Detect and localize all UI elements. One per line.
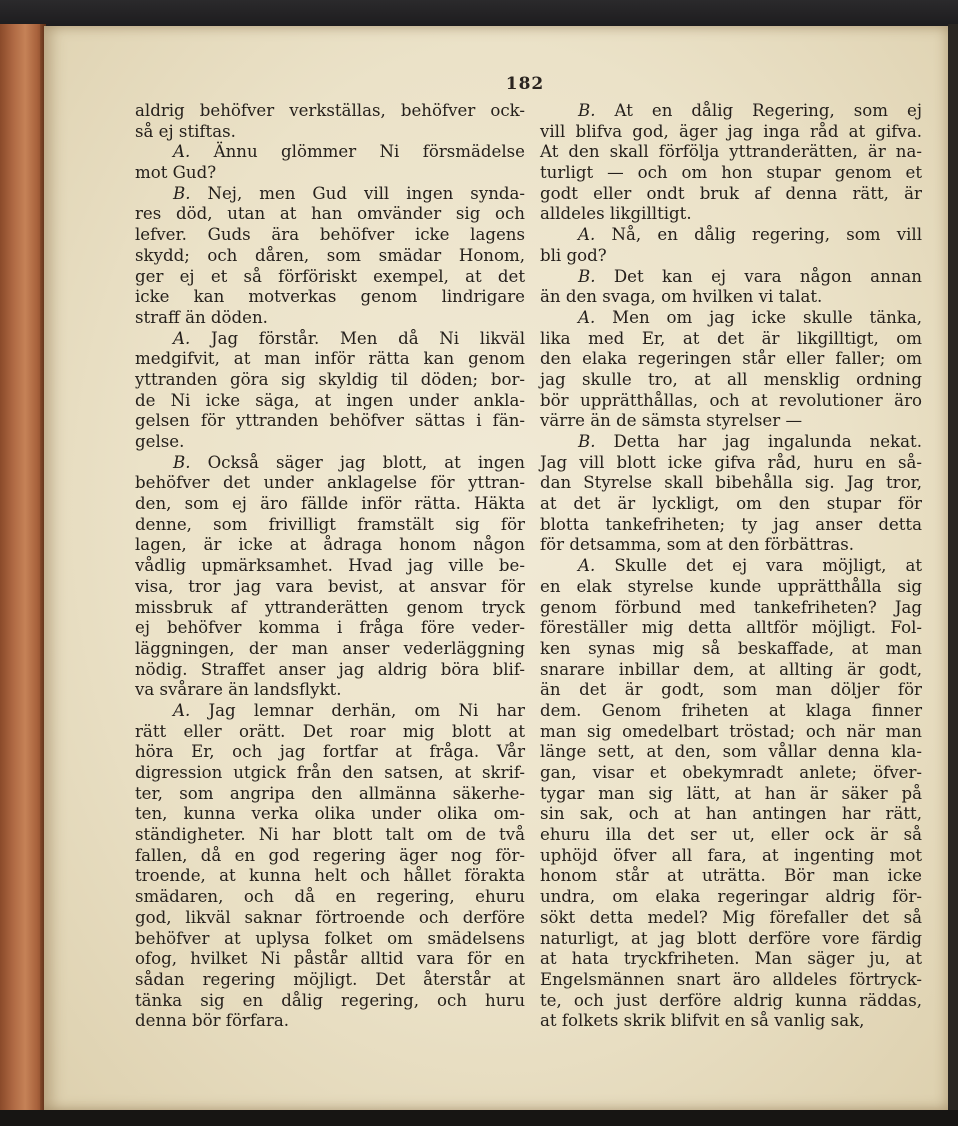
line-text: va svårare än landsflykt. xyxy=(135,680,342,700)
line-text: res död, utan at han omvänder sig och xyxy=(135,204,525,224)
line-text: genom förbund med tankefriheten? Jag xyxy=(540,597,922,617)
line-text: At en dålig Regering, som ej xyxy=(614,101,923,120)
text-line xyxy=(135,618,525,639)
line-text: Ännu glömmer Ni försmädelse xyxy=(213,142,525,162)
text-line xyxy=(540,804,922,825)
line-text: sådan regering möjligt. Det återstår at xyxy=(135,969,525,989)
text-line xyxy=(540,1011,922,1032)
text-line xyxy=(540,763,922,784)
text-line xyxy=(540,163,922,184)
text-line xyxy=(135,225,525,246)
line-text: denne, som frivilligt framstält sig för xyxy=(135,514,525,534)
line-text: medgifvit, at man inför rätta kan genom xyxy=(135,349,525,369)
text-line xyxy=(135,639,525,660)
text-line xyxy=(135,763,525,784)
text-line xyxy=(135,204,525,225)
line-text: än den svaga, om hvilken vi talat. xyxy=(540,287,823,307)
scanner-right-edge xyxy=(948,24,958,1114)
text-line xyxy=(540,722,922,743)
text-line xyxy=(540,660,922,681)
line-text: alldeles likgilltigt. xyxy=(540,204,692,224)
line-text: ehuru illa det ser ut, eller ock är så xyxy=(540,825,922,845)
line-text: lika med Er, at det är likgilltigt, om xyxy=(540,328,922,348)
line-text: smädaren, och då en regering, ehuru xyxy=(135,887,525,907)
line-text: bör upprätthållas, och at revolutioner äro xyxy=(540,390,922,410)
line-text: fallen, då en god regering äger nog för- xyxy=(135,845,525,865)
line-text: tygar man sig lätt, at han är säker på xyxy=(540,783,922,803)
line-text: lefver. Guds ära behöfver icke lagens xyxy=(135,225,525,245)
text-line xyxy=(540,204,922,225)
line-text: at folkets skrik blifvit en så vanlig sak, xyxy=(540,1011,865,1031)
text-line xyxy=(135,660,525,681)
text-line xyxy=(135,184,525,205)
text-line xyxy=(135,473,525,494)
speaker-label: A. xyxy=(173,142,191,162)
text-line xyxy=(135,287,525,308)
line-text: länge sett, at den, som vållar denna kla- xyxy=(540,742,922,762)
text-line xyxy=(135,577,525,598)
text-line xyxy=(540,267,922,288)
left-text-column xyxy=(135,101,525,1032)
text-line xyxy=(540,846,922,867)
text-line xyxy=(135,949,525,970)
line-text: bli god? xyxy=(540,245,607,265)
line-text: troende, at kunna helt och hållet förakta xyxy=(135,866,525,886)
speaker-label: A. xyxy=(578,556,596,576)
text-line xyxy=(540,515,922,536)
line-text: blotta tankefriheten; ty jag anser detta xyxy=(540,514,922,534)
line-text: så ej stiftas. xyxy=(135,121,236,141)
line-text: Jag lemnar derhän, om Ni har xyxy=(208,700,525,720)
line-text: uphöjd öfver all fara, at ingenting mot xyxy=(540,845,922,865)
line-text: sin sak, och at han antingen har rätt, xyxy=(540,804,922,824)
line-text: skydd; och dåren, som smädar Honom, xyxy=(135,245,525,265)
text-line xyxy=(135,825,525,846)
text-line xyxy=(540,391,922,412)
line-text: icke kan motverkas genom lindrigare xyxy=(135,287,525,307)
text-line xyxy=(135,453,525,474)
line-text: värre än de sämsta styrelser — xyxy=(540,411,803,431)
line-text: Engelsmännen snart äro alldeles förtryck- xyxy=(540,969,922,989)
text-line xyxy=(135,804,525,825)
line-text: mot Gud? xyxy=(135,163,217,183)
line-text: Nej, men Gud vill ingen synda- xyxy=(207,183,526,203)
text-line xyxy=(540,473,922,494)
line-text: Men om jag icke skulle tänka, xyxy=(612,307,922,327)
text-line xyxy=(540,142,922,163)
line-text: aldrig behöfver verkställas, behöfver ock- xyxy=(135,101,525,120)
text-line xyxy=(135,598,525,619)
line-text: rätt eller orätt. Det roar mig blott at xyxy=(135,721,525,741)
text-line xyxy=(135,970,525,991)
line-text: läggningen, der man anser vederläggning xyxy=(135,638,525,658)
line-text: vådlig upmärksamhet. Hvad jag ville be- xyxy=(135,556,525,576)
line-text: At den skall förfölja yttranderätten, är na- xyxy=(540,142,922,162)
speaker-label: B. xyxy=(578,266,596,286)
text-line xyxy=(540,929,922,950)
text-line xyxy=(540,329,922,350)
line-text: Det kan ej vara någon annan xyxy=(613,266,922,286)
text-line xyxy=(540,453,922,474)
text-line xyxy=(135,535,525,556)
text-line xyxy=(135,991,525,1012)
line-text: Skulle det ej vara möjligt, at xyxy=(614,556,922,576)
speaker-label: B. xyxy=(173,183,191,203)
text-line xyxy=(135,101,525,122)
text-line xyxy=(540,991,922,1012)
line-text: behöfver at uplysa folket om smädelsens xyxy=(135,928,525,948)
text-line xyxy=(540,577,922,598)
line-text: missbruk af yttranderätten genom tryck xyxy=(135,597,525,617)
line-text: de Ni icke säga, at ingen under ankla- xyxy=(135,390,525,410)
line-text: Detta har jag ingalunda nekat. xyxy=(613,432,922,451)
line-text: dem. Genom friheten at klaga finner xyxy=(540,700,922,720)
speaker-label: B. xyxy=(173,452,191,472)
text-line xyxy=(135,742,525,763)
text-line xyxy=(135,846,525,867)
text-line xyxy=(540,494,922,515)
speaker-label: B. xyxy=(578,432,596,451)
line-text: gelse. xyxy=(135,432,185,451)
text-line xyxy=(540,908,922,929)
text-line xyxy=(135,701,525,722)
line-text: en elak styrelse kunde upprätthålla sig xyxy=(540,576,922,596)
line-text: nödig. Straffet anser jag aldrig böra blif- xyxy=(135,659,525,679)
line-text: ter, som angripa den allmänna säkerhe- xyxy=(135,783,525,803)
text-line xyxy=(540,308,922,329)
text-line xyxy=(540,970,922,991)
line-text: gelsen för yttranden behöfver sättas i fän- xyxy=(135,411,525,431)
line-text: Jag förstår. Men då Ni likväl xyxy=(210,328,526,348)
line-text: straff än döden. xyxy=(135,307,268,327)
line-text: vill blifva god, äger jag inga råd at gifva. xyxy=(540,121,922,141)
text-line xyxy=(135,370,525,391)
line-text: sökt detta medel? Mig förefaller det så xyxy=(540,907,922,927)
text-line xyxy=(540,784,922,805)
line-text: ger ej et så förföriskt exempel, at det xyxy=(135,266,525,286)
text-line xyxy=(540,639,922,660)
text-line xyxy=(135,784,525,805)
text-line xyxy=(135,908,525,929)
text-line xyxy=(135,246,525,267)
scanner-top-edge xyxy=(0,0,958,28)
text-line xyxy=(540,432,922,453)
text-line xyxy=(135,163,525,184)
text-line xyxy=(540,535,922,556)
text-line xyxy=(540,184,922,205)
text-line xyxy=(540,887,922,908)
line-text: lagen, är icke at ådraga honom någon xyxy=(135,535,525,555)
text-line xyxy=(135,929,525,950)
text-line xyxy=(540,101,922,122)
line-text: tänka sig en dålig regering, och huru xyxy=(135,990,525,1010)
text-line xyxy=(540,949,922,970)
text-line xyxy=(135,142,525,163)
scanner-bottom-edge xyxy=(0,1110,958,1126)
text-line xyxy=(135,122,525,143)
line-text: turligt — och om hon stupar genom et xyxy=(540,163,922,183)
line-text: god, likväl saknar förtroende och derföre xyxy=(135,907,525,927)
line-text: Nå, en dålig regering, som vill xyxy=(611,225,923,245)
text-line xyxy=(540,349,922,370)
text-line xyxy=(540,825,922,846)
text-line xyxy=(540,680,922,701)
line-text: för detsamma, som at den förbättras. xyxy=(540,535,855,555)
line-text: behöfver det under anklagelse för yttran- xyxy=(135,473,525,493)
line-text: ofog, hvilket Ni påstår alltid vara för en xyxy=(135,949,525,969)
line-text: den, som ej äro fällde inför rätta. Häkta xyxy=(135,494,525,514)
book-binding-edge xyxy=(0,24,46,1114)
line-text: denna bör förfara. xyxy=(135,1011,290,1031)
line-text: undra, om elaka regeringar aldrig för- xyxy=(540,887,922,907)
line-text: man sig omedelbart tröstad; och när man xyxy=(540,721,922,741)
text-line xyxy=(135,515,525,536)
text-line xyxy=(540,866,922,887)
line-text: den elaka regeringen står eller faller; om xyxy=(540,349,922,369)
speaker-label: A. xyxy=(173,328,191,348)
text-line xyxy=(135,411,525,432)
text-line xyxy=(135,494,525,515)
line-text: Också säger jag blott, at ingen xyxy=(207,452,525,472)
text-line xyxy=(540,225,922,246)
line-text: än det är godt, som man döljer för xyxy=(540,680,922,700)
text-line xyxy=(540,598,922,619)
text-line xyxy=(135,308,525,329)
speaker-label: A. xyxy=(578,225,596,245)
line-text: at det är lyckligt, om den stupar för xyxy=(540,494,922,514)
text-line xyxy=(135,722,525,743)
text-line xyxy=(135,887,525,908)
text-line xyxy=(135,432,525,453)
line-text: ten, kunna verka olika under olika om- xyxy=(135,804,525,824)
line-text: ken synas mig så beskaffade, at man xyxy=(540,638,922,658)
text-line xyxy=(540,246,922,267)
line-text: digression utgick från den satsen, at skrif- xyxy=(135,763,525,782)
line-text: naturligt, at jag blott derföre vore färdig xyxy=(540,928,922,948)
page-number: 182 xyxy=(505,74,545,94)
speaker-label: A. xyxy=(173,700,191,720)
line-text: ej behöfver komma i fråga före veder- xyxy=(135,618,525,638)
text-line xyxy=(540,122,922,143)
speaker-label: B. xyxy=(578,101,596,120)
text-line xyxy=(540,556,922,577)
line-text: dan Styrelse skall bibehålla sig. Jag tror, xyxy=(540,473,922,493)
text-line xyxy=(135,556,525,577)
text-line xyxy=(540,618,922,639)
line-text: föreställer mig detta alltför möjligt. Fol- xyxy=(540,618,922,638)
line-text: godt eller ondt bruk af denna rätt, är xyxy=(540,183,922,203)
text-line xyxy=(135,329,525,350)
line-text: gan, visar et obekymradt anlete; öfver- xyxy=(540,763,922,782)
text-line xyxy=(135,267,525,288)
line-text: höra Er, och jag fortfar at fråga. Vår xyxy=(135,742,525,762)
line-text: at hata tryckfriheten. Man säger ju, at xyxy=(540,949,922,969)
line-text: jag skulle tro, at all mensklig ordning xyxy=(540,369,922,389)
line-text: Jag vill blott icke gifva råd, huru en så- xyxy=(540,452,922,472)
text-line xyxy=(540,411,922,432)
text-line xyxy=(135,391,525,412)
line-text: snarare inbillar dem, at allting är godt, xyxy=(540,659,922,679)
speaker-label: A. xyxy=(578,307,596,327)
line-text: visa, tror jag vara bevist, at ansvar för xyxy=(135,576,525,596)
right-text-column xyxy=(540,101,922,1032)
text-line xyxy=(540,742,922,763)
text-line xyxy=(135,1011,525,1032)
text-line xyxy=(135,680,525,701)
line-text: honom står at uträtta. Bör man icke xyxy=(540,866,922,886)
line-text: yttranden göra sig skyldig til döden; bor- xyxy=(135,369,525,389)
text-line xyxy=(540,370,922,391)
line-text: ständigheter. Ni har blott talt om de två xyxy=(135,825,525,845)
line-text: te, och just derföre aldrig kunna räddas, xyxy=(540,990,922,1010)
text-line xyxy=(135,349,525,370)
text-line xyxy=(540,701,922,722)
text-line xyxy=(135,866,525,887)
text-line xyxy=(540,287,922,308)
